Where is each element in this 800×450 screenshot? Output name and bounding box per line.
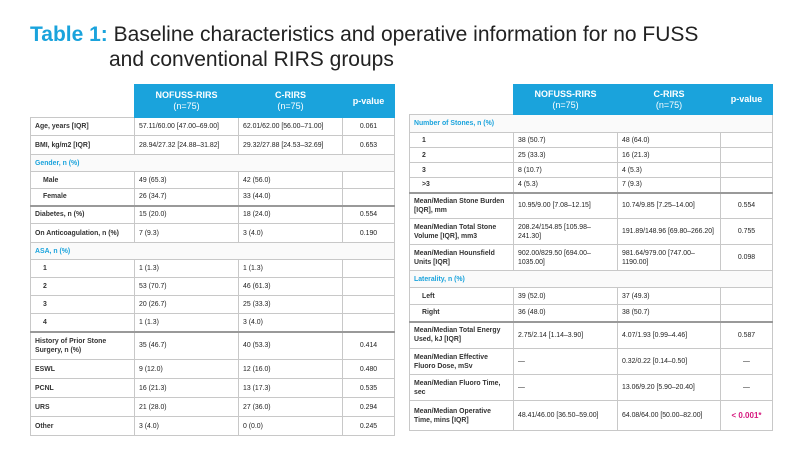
cell-group-1: 21 (28.0) bbox=[135, 398, 239, 417]
section-row bbox=[31, 155, 395, 172]
cell-p: 0.587 bbox=[721, 322, 773, 349]
cell-group-2: 29.32/27.88 [24.53–32.69] bbox=[239, 136, 343, 155]
cell-p: 0.414 bbox=[343, 332, 395, 360]
table-row bbox=[410, 375, 773, 401]
cell-p: 0.755 bbox=[721, 219, 773, 245]
cell-p: 0.653 bbox=[343, 136, 395, 155]
cell-group-1: 8 (10.7) bbox=[514, 163, 618, 178]
table-row bbox=[31, 189, 395, 206]
cell-p: 0.245 bbox=[343, 417, 395, 436]
cell-group-1: 53 (70.7) bbox=[135, 278, 239, 296]
row-label: Other bbox=[31, 417, 135, 436]
cell-group-1: 36 (48.0) bbox=[514, 305, 618, 322]
header-blank bbox=[410, 85, 514, 115]
cell-group-2: 191.89/148.96 [69.80–266.20] bbox=[618, 219, 721, 245]
cell-group-2: 27 (36.0) bbox=[239, 398, 343, 417]
table-row bbox=[410, 178, 773, 193]
cell-group-1: 7 (9.3) bbox=[135, 224, 239, 243]
row-label: Female bbox=[31, 189, 135, 206]
title-line-2: and conventional RIRS groups bbox=[109, 48, 394, 71]
header-group-1: NOFUSS-RIRS (n=75) bbox=[135, 85, 239, 118]
table-row bbox=[31, 296, 395, 314]
cell-group-2: 16 (21.3) bbox=[618, 148, 721, 163]
table-row bbox=[31, 360, 395, 379]
cell-p bbox=[343, 260, 395, 278]
header-blank bbox=[31, 85, 135, 118]
cell-p: 0.098 bbox=[721, 245, 773, 271]
cell-group-2: 12 (16.0) bbox=[239, 360, 343, 379]
cell-group-1: — bbox=[514, 375, 618, 401]
table-row bbox=[31, 417, 395, 436]
table-row bbox=[31, 398, 395, 417]
cell-p: — bbox=[721, 375, 773, 401]
cell-p bbox=[343, 278, 395, 296]
table-row bbox=[31, 172, 395, 189]
section-asa: ASA, n (%) bbox=[31, 243, 395, 260]
cell-p bbox=[721, 133, 773, 148]
row-label: URS bbox=[31, 398, 135, 417]
cell-group-1: — bbox=[514, 349, 618, 375]
row-label: Diabetes, n (%) bbox=[31, 206, 135, 224]
cell-group-1: 48.41/46.00 [36.50–59.00] bbox=[514, 401, 618, 431]
cell-group-2: 46 (61.3) bbox=[239, 278, 343, 296]
cell-p: 0.480 bbox=[343, 360, 395, 379]
cell-group-1: 39 (52.0) bbox=[514, 288, 618, 305]
table-row bbox=[410, 305, 773, 322]
cell-group-2: 0 (0.0) bbox=[239, 417, 343, 436]
cell-group-1: 2.75/2.14 [1.14–3.90] bbox=[514, 322, 618, 349]
cell-p: 0.061 bbox=[343, 118, 395, 136]
row-label: Mean/Median Operative Time, mins [IQR] bbox=[410, 401, 514, 431]
row-label: Mean/Median Stone Burden [IQR], mm bbox=[410, 193, 514, 219]
row-label: BMI, kg/m2 [IQR] bbox=[31, 136, 135, 155]
cell-group-1: 902.00/829.50 [694.00–1035.00] bbox=[514, 245, 618, 271]
cell-group-2: 40 (53.3) bbox=[239, 332, 343, 360]
table-title bbox=[30, 22, 770, 72]
cell-group-2: 10.74/9.85 [7.25–14.00] bbox=[618, 193, 721, 219]
cell-group-2: 25 (33.3) bbox=[239, 296, 343, 314]
row-label: Left bbox=[410, 288, 514, 305]
cell-group-2: 1 (1.3) bbox=[239, 260, 343, 278]
table-row bbox=[410, 401, 773, 431]
cell-group-1: 20 (26.7) bbox=[135, 296, 239, 314]
row-label: 2 bbox=[410, 148, 514, 163]
table-row bbox=[31, 379, 395, 398]
cell-group-1: 15 (20.0) bbox=[135, 206, 239, 224]
row-label: 3 bbox=[410, 163, 514, 178]
cell-group-1: 3 (4.0) bbox=[135, 417, 239, 436]
row-label: ESWL bbox=[31, 360, 135, 379]
cell-p bbox=[721, 178, 773, 193]
cell-p bbox=[343, 172, 395, 189]
header-p-value: p-value bbox=[343, 85, 395, 118]
cell-group-2: 62.01/62.00 [56.00–71.00] bbox=[239, 118, 343, 136]
cell-group-1: 28.94/27.32 [24.88–31.82] bbox=[135, 136, 239, 155]
table-row bbox=[410, 133, 773, 148]
row-label: On Anticoagulation, n (%) bbox=[31, 224, 135, 243]
cell-p bbox=[721, 288, 773, 305]
row-label: 3 bbox=[31, 296, 135, 314]
cell-group-1: 9 (12.0) bbox=[135, 360, 239, 379]
cell-group-1: 25 (33.3) bbox=[514, 148, 618, 163]
cell-group-1: 35 (46.7) bbox=[135, 332, 239, 360]
cell-group-2: 37 (49.3) bbox=[618, 288, 721, 305]
cell-group-2: 981.64/979.00 [747.00–1190.00] bbox=[618, 245, 721, 271]
cell-group-2: 3 (4.0) bbox=[239, 314, 343, 332]
cell-group-2: 42 (56.0) bbox=[239, 172, 343, 189]
cell-p: 0.554 bbox=[343, 206, 395, 224]
cell-group-2: 38 (50.7) bbox=[618, 305, 721, 322]
table-row bbox=[31, 332, 395, 360]
header-group-2: C-RIRS (n=75) bbox=[239, 85, 343, 118]
cell-group-2: 0.32/0.22 [0.14–0.50] bbox=[618, 349, 721, 375]
cell-group-1: 10.95/9.00 [7.08–12.15] bbox=[514, 193, 618, 219]
section-row bbox=[410, 271, 773, 288]
header-row bbox=[31, 85, 395, 118]
cell-group-2: 13 (17.3) bbox=[239, 379, 343, 398]
cell-p: 0.554 bbox=[721, 193, 773, 219]
row-label: Male bbox=[31, 172, 135, 189]
table-row bbox=[31, 136, 395, 155]
table-row bbox=[410, 288, 773, 305]
section-row bbox=[410, 115, 773, 133]
table-row bbox=[410, 322, 773, 349]
cell-p: 0.190 bbox=[343, 224, 395, 243]
row-label: 1 bbox=[31, 260, 135, 278]
row-label: >3 bbox=[410, 178, 514, 193]
header-group-2: C-RIRS (n=75) bbox=[618, 85, 721, 115]
table-label: Table 1: bbox=[30, 23, 108, 46]
row-label: Mean/Median Fluoro Time, sec bbox=[410, 375, 514, 401]
row-label: PCNL bbox=[31, 379, 135, 398]
table-row bbox=[410, 245, 773, 271]
table-row bbox=[410, 163, 773, 178]
cell-p bbox=[343, 189, 395, 206]
cell-group-1: 208.24/154.85 [105.98–241.30] bbox=[514, 219, 618, 245]
table-row bbox=[31, 278, 395, 296]
cell-group-1: 49 (65.3) bbox=[135, 172, 239, 189]
cell-group-2: 3 (4.0) bbox=[239, 224, 343, 243]
row-label: Mean/Median Effective Fluoro Dose, mSv bbox=[410, 349, 514, 375]
row-label: History of Prior Stone Surgery, n (%) bbox=[31, 332, 135, 360]
row-label: Age, years [IQR] bbox=[31, 118, 135, 136]
cell-group-1: 57.11/60.00 [47.00–69.00] bbox=[135, 118, 239, 136]
cell-group-2: 4.07/1.93 [0.99–4.46] bbox=[618, 322, 721, 349]
cell-p: 0.294 bbox=[343, 398, 395, 417]
cell-group-2: 48 (64.0) bbox=[618, 133, 721, 148]
right-table bbox=[409, 84, 773, 431]
cell-p-significant: < 0.001* bbox=[721, 401, 773, 431]
cell-p: — bbox=[721, 349, 773, 375]
section-stones: Number of Stones, n (%) bbox=[410, 115, 773, 133]
table-row bbox=[31, 314, 395, 332]
row-label: 4 bbox=[31, 314, 135, 332]
cell-p bbox=[343, 296, 395, 314]
table-row bbox=[410, 193, 773, 219]
row-label: Mean/Median Total Energy Used, kJ [IQR] bbox=[410, 322, 514, 349]
table-row bbox=[410, 349, 773, 375]
cell-group-1: 38 (50.7) bbox=[514, 133, 618, 148]
cell-group-2: 33 (44.0) bbox=[239, 189, 343, 206]
header-row bbox=[410, 85, 773, 115]
cell-group-2: 64.08/64.00 [50.00–82.00] bbox=[618, 401, 721, 431]
table-row bbox=[31, 260, 395, 278]
cell-p bbox=[721, 148, 773, 163]
table-row bbox=[410, 148, 773, 163]
row-label: Mean/Median Total Stone Volume [IQR], mm3 bbox=[410, 219, 514, 245]
cell-group-1: 16 (21.3) bbox=[135, 379, 239, 398]
cell-group-2: 4 (5.3) bbox=[618, 163, 721, 178]
table-row bbox=[31, 206, 395, 224]
cell-group-1: 1 (1.3) bbox=[135, 314, 239, 332]
cell-group-2: 13.06/9.20 [5.90–20.40] bbox=[618, 375, 721, 401]
header-group-1: NOFUSS-RIRS (n=75) bbox=[514, 85, 618, 115]
row-label: Mean/Median Hounsfield Units [IQR] bbox=[410, 245, 514, 271]
cell-p: 0.535 bbox=[343, 379, 395, 398]
cell-group-2: 7 (9.3) bbox=[618, 178, 721, 193]
table-row bbox=[31, 224, 395, 243]
header-p-value: p-value bbox=[721, 85, 773, 115]
row-label: 2 bbox=[31, 278, 135, 296]
section-gender: Gender, n (%) bbox=[31, 155, 395, 172]
cell-p bbox=[721, 305, 773, 322]
table-row bbox=[31, 118, 395, 136]
title-line-1: Baseline characteristics and operative information for no FUSS bbox=[113, 23, 699, 46]
row-label: 1 bbox=[410, 133, 514, 148]
cell-p bbox=[343, 314, 395, 332]
cell-group-1: 4 (5.3) bbox=[514, 178, 618, 193]
section-row bbox=[31, 243, 395, 260]
cell-group-2: 18 (24.0) bbox=[239, 206, 343, 224]
cell-p bbox=[721, 163, 773, 178]
table-row bbox=[410, 219, 773, 245]
cell-group-1: 1 (1.3) bbox=[135, 260, 239, 278]
row-label: Right bbox=[410, 305, 514, 322]
section-laterality: Laterality, n (%) bbox=[410, 271, 773, 288]
left-table bbox=[30, 84, 395, 436]
cell-group-1: 26 (34.7) bbox=[135, 189, 239, 206]
